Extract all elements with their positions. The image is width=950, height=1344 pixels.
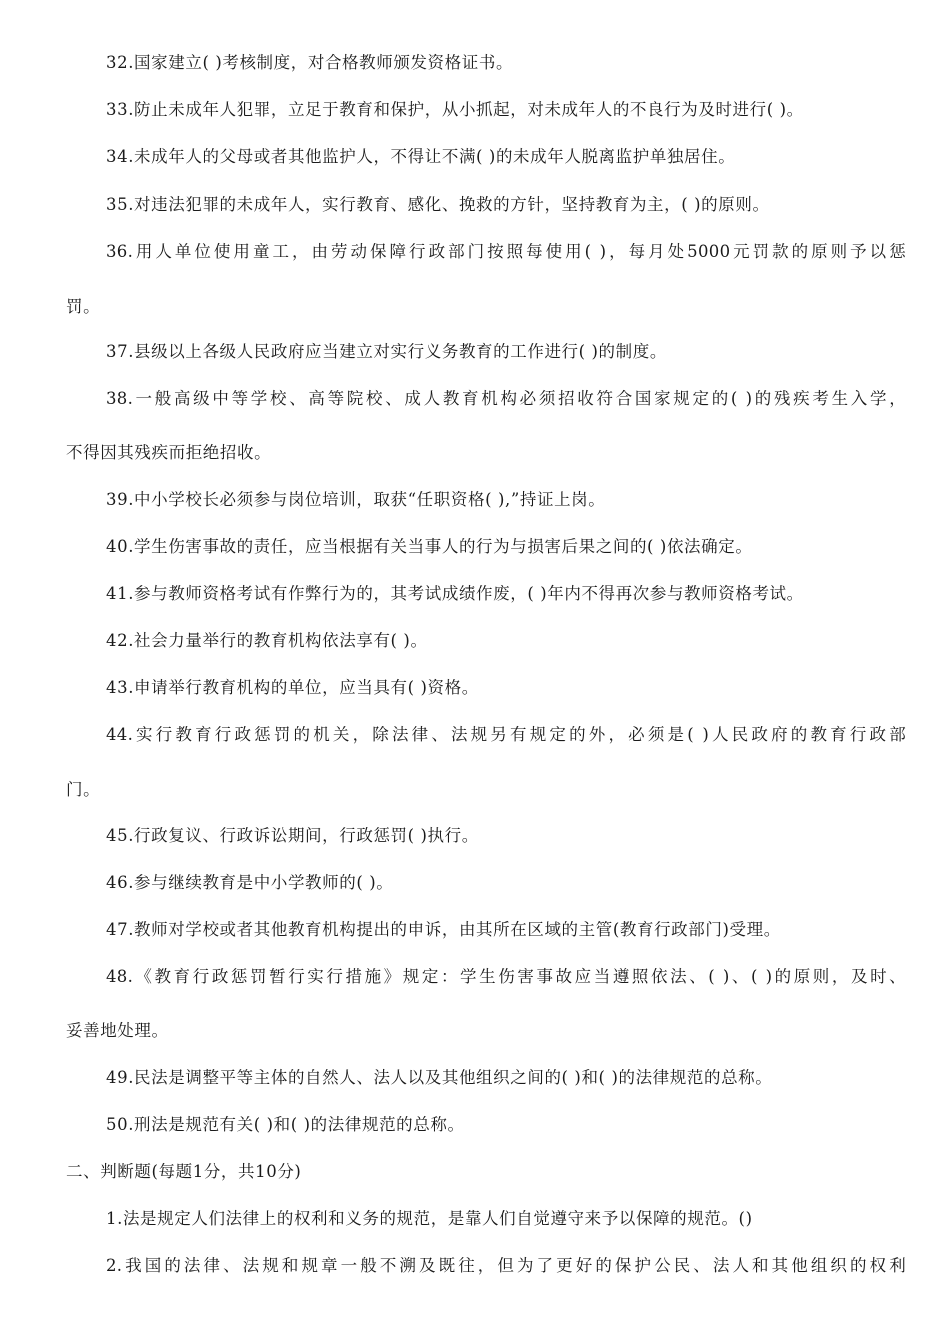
question-38: 38.一般高级中等学校、高等院校、成人教育机构必须招收符合国家规定的( )的残疾考生入学， bbox=[106, 389, 906, 408]
judgment-question-2: 2.我国的法律、法规和规章一般不溯及既往，但为了更好的保护公民、法人和其他组织的权利 bbox=[106, 1256, 906, 1275]
question-37: 37.县级以上各级人民政府应当建立对实行义务教育的工作进行( )的制度。 bbox=[106, 342, 667, 361]
question-42: 42.社会力量举行的教育机构依法享有( )。 bbox=[106, 631, 428, 650]
question-46: 46.参与继续教育是中小学教师的( )。 bbox=[106, 873, 394, 892]
question-43: 43.申请举行教育机构的单位，应当具有( )资格。 bbox=[106, 678, 479, 697]
question-36: 36.用人单位使用童工，由劳动保障行政部门按照每使用( )，每月处5000元罚款的原则予以惩 bbox=[106, 242, 906, 261]
question-41: 41.参与教师资格考试有作弊行为的，其考试成绩作废，( )年内不得再次参与教师资格考试。 bbox=[106, 584, 804, 603]
question-33: 33.防止未成年人犯罪，立足于教育和保护，从小抓起，对未成年人的不良行为及时进行( )。 bbox=[106, 100, 804, 119]
question-44-continued: 门。 bbox=[66, 780, 101, 799]
question-44: 44.实行教育行政惩罚的机关，除法律、法规另有规定的外，必须是( )人民政府的教育行政部 bbox=[106, 725, 906, 744]
question-48-continued: 妥善地处理。 bbox=[66, 1021, 169, 1040]
question-38-continued: 不得因其残疾而拒绝招收。 bbox=[66, 443, 272, 462]
question-34: 34.未成年人的父母或者其他监护人，不得让不满( )的未成年人脱离监护单独居住。 bbox=[106, 147, 736, 166]
question-50: 50.刑法是规范有关( )和( )的法律规范的总称。 bbox=[106, 1115, 465, 1134]
question-36-continued: 罚。 bbox=[66, 297, 101, 316]
section-heading-judgment: 二、判断题(每题1分，共10分) bbox=[66, 1162, 302, 1181]
question-48: 48.《教育行政惩罚暂行实行措施》规定：学生伤害事故应当遵照依法、( )、( )的原则，及时、 bbox=[106, 967, 906, 986]
question-35: 35.对违法犯罪的未成年人，实行教育、感化、挽救的方针，坚持教育为主，( )的原则。 bbox=[106, 195, 770, 214]
question-40: 40.学生伤害事故的责任，应当根据有关当事人的行为与损害后果之间的( )依法确定。 bbox=[106, 537, 753, 556]
question-47: 47.教师对学校或者其他教育机构提出的申诉，由其所在区域的主管(教育行政部门)受理。 bbox=[106, 920, 781, 939]
question-45: 45.行政复议、行政诉讼期间，行政惩罚( )执行。 bbox=[106, 826, 479, 845]
question-32: 32.国家建立( )考核制度，对合格教师颁发资格证书。 bbox=[106, 53, 514, 72]
question-49: 49.民法是调整平等主体的自然人、法人以及其他组织之间的( )和( )的法律规范的总称。 bbox=[106, 1068, 773, 1087]
question-39: 39.中小学校长必须参与岗位培训，取获“任职资格( ),”持证上岗。 bbox=[106, 490, 606, 509]
judgment-question-1: 1.法是规定人们法律上的权利和义务的规范，是靠人们自觉遵守来予以保障的规范。() bbox=[106, 1209, 753, 1228]
